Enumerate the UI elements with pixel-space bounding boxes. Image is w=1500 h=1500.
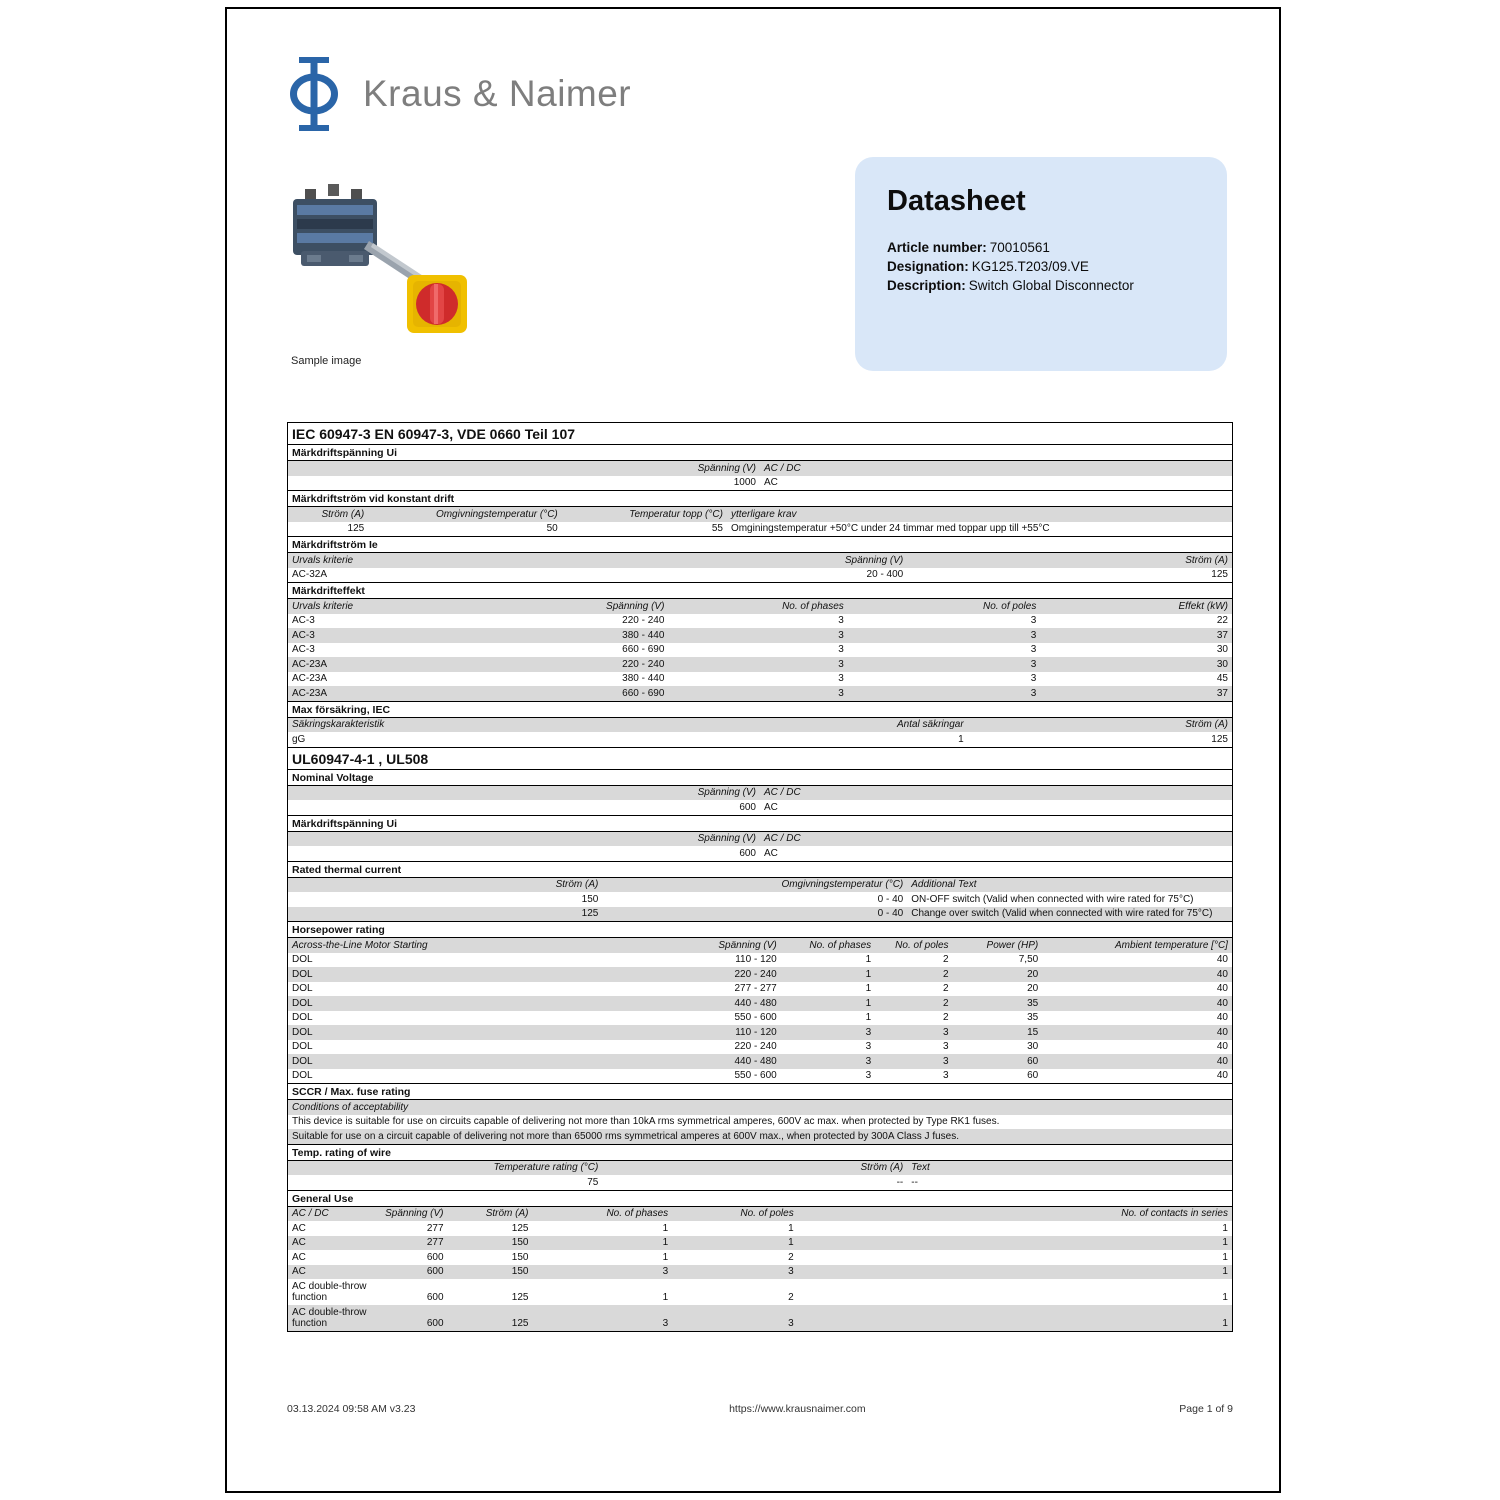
cell: Suitable for use on a circuit capable of delivering not more than 65000 rms symmetrical amperes at 600V max., when protected by 300A Class J fuses. xyxy=(292,1130,960,1142)
cell: 3 xyxy=(942,1026,949,1038)
cell: AC / DC xyxy=(764,462,801,474)
cell: Ambient temperature [°C] xyxy=(1115,939,1228,951)
cell: This device is suitable for use on circuits capable of delivering not more than 10kA rms symmetrical amperes, 600V ac max. when protected by Type RK1 fuses. xyxy=(292,1116,1000,1127)
cell: 1 xyxy=(865,954,872,965)
cell: AC-23A xyxy=(292,658,328,670)
cell: AC xyxy=(764,477,778,488)
logo-text: Kraus & Naimer xyxy=(363,73,632,114)
cell: 440 - 480 xyxy=(734,997,777,1009)
cell: 125 xyxy=(1211,733,1228,745)
section-title: General Use xyxy=(288,1190,1232,1207)
cell: 3 xyxy=(788,1318,794,1329)
field-label: Article number: xyxy=(887,240,987,255)
cell: 600 xyxy=(739,847,756,859)
cell: 3 xyxy=(1030,615,1037,626)
footer-page-number: Page 1 of 9 xyxy=(1179,1403,1233,1415)
cell: Ström (A) xyxy=(1185,554,1228,566)
cell: 277 - 277 xyxy=(734,983,777,994)
column-header-row xyxy=(288,786,1232,801)
data-row xyxy=(288,614,1232,629)
cell: 3 xyxy=(865,1055,872,1067)
cell: Omgivningstemperatur (°C) xyxy=(781,879,904,890)
logo-phi-icon xyxy=(287,55,341,133)
cell: Spänning (V) xyxy=(697,462,756,474)
cell: 1 xyxy=(662,1292,669,1303)
data-row xyxy=(288,1279,1232,1305)
section-title: Temp. rating of wire xyxy=(288,1144,1232,1161)
data-row xyxy=(288,1115,1232,1130)
data-row xyxy=(288,628,1232,643)
cell: 30 xyxy=(1027,1041,1039,1052)
cell: DOL xyxy=(292,983,313,994)
section-title: Märkdriftspänning Ui xyxy=(288,815,1232,832)
column-header-row xyxy=(288,599,1232,614)
cell: AC / DC xyxy=(764,787,801,798)
data-row xyxy=(288,1069,1232,1084)
cell: 35 xyxy=(1027,997,1039,1009)
cell: DOL xyxy=(292,997,313,1009)
cell: 3 xyxy=(865,1041,872,1052)
cell: DOL xyxy=(292,1026,313,1038)
cell: Omgivningstemperatur (°C) xyxy=(435,508,558,520)
cell: 40 xyxy=(1216,997,1228,1009)
data-row xyxy=(288,657,1232,672)
section-title: Rated thermal current xyxy=(288,861,1232,878)
data-row xyxy=(288,892,1232,907)
data-row xyxy=(288,982,1232,997)
cell: 40 xyxy=(1216,968,1228,980)
cell: 125 xyxy=(347,523,365,534)
cell: 40 xyxy=(1216,954,1228,965)
cell: Across-the-Line Motor Starting xyxy=(292,939,428,951)
cell: Spänning (V) xyxy=(606,600,665,612)
cell: 125 xyxy=(511,1292,529,1303)
cell: 2 xyxy=(942,983,949,994)
cell: 600 xyxy=(426,1292,444,1303)
cell: 277 xyxy=(426,1222,444,1234)
section-title: Märkdriftström Ie xyxy=(288,536,1232,553)
cell: 3 xyxy=(838,644,844,655)
cell: 2 xyxy=(788,1251,794,1263)
cell: Spänning (V) xyxy=(844,554,904,566)
cell: 220 - 240 xyxy=(734,968,777,980)
column-header-row xyxy=(288,878,1232,893)
cell: 2 xyxy=(942,954,949,965)
section-title: Nominal Voltage xyxy=(288,770,1232,786)
cell: 22 xyxy=(1216,615,1228,626)
cell: 20 xyxy=(1027,968,1039,980)
cell: No. of poles xyxy=(895,939,949,951)
data-row xyxy=(288,732,1232,747)
cell: 1000 xyxy=(733,477,756,488)
column-header-row xyxy=(288,938,1232,953)
cell: DOL xyxy=(292,1041,313,1052)
cell: 3 xyxy=(838,658,844,670)
cell: AC double-throw function xyxy=(292,1306,367,1329)
cell: 1 xyxy=(662,1251,669,1263)
cell: 600 xyxy=(426,1266,444,1277)
cell: 150 xyxy=(511,1237,529,1248)
cell: AC xyxy=(292,1266,306,1277)
cell: 35 xyxy=(1027,1012,1039,1023)
cell: 660 - 690 xyxy=(622,644,665,655)
cell: 3 xyxy=(838,673,844,684)
cell: Spänning (V) xyxy=(718,939,777,951)
data-row xyxy=(288,907,1232,922)
cell: 40 xyxy=(1216,1070,1228,1081)
cell: AC / DC xyxy=(764,833,801,844)
datasheet-page xyxy=(225,7,1281,1493)
cell: DOL xyxy=(292,954,313,965)
data-row xyxy=(288,1054,1232,1069)
cell: 3 xyxy=(1030,673,1037,684)
column-header-row xyxy=(288,1161,1232,1176)
cell: 1 xyxy=(662,1222,669,1234)
cell: 150 xyxy=(581,893,599,905)
data-row xyxy=(288,522,1232,537)
field-value: KG125.T203/09.VE xyxy=(971,259,1089,274)
cell: 3 xyxy=(838,615,844,626)
cell: 40 xyxy=(1216,1041,1228,1052)
cell: Spänning (V) xyxy=(385,1208,444,1219)
column-header-row xyxy=(288,832,1232,847)
cell: 220 - 240 xyxy=(622,615,665,626)
cell: Antal säkringar xyxy=(896,719,964,730)
cell: Conditions of acceptability xyxy=(292,1101,409,1113)
cell: 55 xyxy=(711,523,723,534)
cell: Omginingstemperatur +50°C under 24 timmar med toppar upp till +55°C xyxy=(730,523,1050,534)
column-header-row xyxy=(288,1207,1232,1222)
cell: 440 - 480 xyxy=(734,1055,777,1067)
data-row xyxy=(288,643,1232,658)
sample-image-caption: Sample image xyxy=(291,355,362,367)
standard-title: IEC 60947-3 EN 60947-3, VDE 0660 Teil 107 xyxy=(288,423,1232,445)
cell: DOL xyxy=(292,1070,313,1081)
cell: AC-23A xyxy=(292,687,328,699)
footer-url-link[interactable]: https://www.krausnaimer.com xyxy=(729,1403,866,1415)
cell: AC-32A xyxy=(292,569,328,580)
cell: Ström (A) xyxy=(1185,719,1228,730)
data-row xyxy=(288,1236,1232,1251)
cell: DOL xyxy=(292,1055,313,1067)
product-image xyxy=(287,181,473,343)
field-value: Switch Global Disconnector xyxy=(968,278,1134,293)
cell: Text xyxy=(911,1162,930,1173)
column-header-row xyxy=(288,461,1232,476)
column-header-row xyxy=(288,1100,1232,1115)
cell: 30 xyxy=(1216,644,1228,655)
cell: AC-3 xyxy=(292,644,315,655)
cell: 3 xyxy=(662,1318,669,1329)
column-header-row xyxy=(288,718,1232,733)
cell: 40 xyxy=(1216,1012,1228,1023)
data-row xyxy=(288,1175,1232,1190)
cell: 125 xyxy=(581,908,599,919)
spec-table xyxy=(287,422,1233,1332)
cell: 1 xyxy=(788,1237,794,1248)
cell: 1 xyxy=(958,733,964,745)
cell: AC / DC xyxy=(292,1208,329,1219)
data-row xyxy=(288,953,1232,968)
cell: 1 xyxy=(1222,1266,1228,1277)
cell: Additional Text xyxy=(911,879,977,890)
cell: 15 xyxy=(1027,1026,1039,1038)
cell: 3 xyxy=(1030,629,1037,641)
cell: 60 xyxy=(1027,1070,1039,1081)
cell: 20 - 400 xyxy=(866,569,904,580)
cell: 125 xyxy=(511,1222,529,1234)
cell: No. of phases xyxy=(809,939,872,951)
data-row xyxy=(288,1040,1232,1055)
cell: 60 xyxy=(1027,1055,1039,1067)
cell: 277 xyxy=(426,1237,444,1248)
cell: 1 xyxy=(865,997,872,1009)
cell: 1 xyxy=(1222,1222,1228,1234)
data-row xyxy=(288,686,1232,701)
data-row xyxy=(288,1025,1232,1040)
cell: 45 xyxy=(1216,673,1228,684)
data-row xyxy=(288,476,1232,491)
cell: 3 xyxy=(788,1266,794,1277)
cell: AC xyxy=(292,1251,306,1263)
column-header-row xyxy=(288,553,1232,568)
cell: 1 xyxy=(865,968,872,980)
cell: 600 xyxy=(426,1318,444,1329)
cell: 3 xyxy=(662,1266,669,1277)
cell: 550 - 600 xyxy=(734,1012,777,1023)
cell: AC double-throw function xyxy=(292,1280,367,1303)
cell: AC xyxy=(764,847,778,859)
cell: 1 xyxy=(1222,1292,1228,1303)
cell: 660 - 690 xyxy=(622,687,665,699)
cell: 3 xyxy=(1030,687,1037,699)
page-footer xyxy=(287,1403,1233,1415)
cell: 50 xyxy=(546,523,558,534)
description-field xyxy=(887,276,1195,295)
field-label: Description: xyxy=(887,278,966,293)
cell: 125 xyxy=(1211,569,1228,580)
data-row xyxy=(288,1250,1232,1265)
cell: 3 xyxy=(1030,644,1037,655)
cell: Ström (A) xyxy=(555,879,599,890)
section-title: Märkdriftspänning Ui xyxy=(288,445,1232,461)
cell: ON-OFF switch (Valid when connected with wire rated for 75°C) xyxy=(911,893,1194,905)
brand-logo xyxy=(287,55,631,133)
data-row xyxy=(288,996,1232,1011)
footer-date-version: 03.13.2024 09:58 AM v3.23 xyxy=(287,1403,416,1415)
cell: Säkringskarakteristik xyxy=(292,719,385,730)
cell: 2 xyxy=(942,997,949,1009)
cell: 220 - 240 xyxy=(734,1041,777,1052)
section-title: Märkdrifteffekt xyxy=(288,582,1232,599)
cell: Temperatur topp (°C) xyxy=(629,508,723,520)
cell: 1 xyxy=(662,1237,669,1248)
cell: 1 xyxy=(865,983,872,994)
data-row xyxy=(288,846,1232,861)
data-row xyxy=(288,967,1232,982)
cell: 150 xyxy=(511,1251,529,1263)
cell: 3 xyxy=(942,1041,949,1052)
cell: AC-23A xyxy=(292,673,328,684)
cell: 37 xyxy=(1216,629,1228,641)
cell: Ström (A) xyxy=(860,1162,904,1173)
cell: 3 xyxy=(838,687,844,699)
cell: 110 - 120 xyxy=(735,954,777,965)
cell: 40 xyxy=(1216,1055,1228,1067)
cell: Urvals kriterie xyxy=(292,600,354,612)
datasheet-title: Datasheet xyxy=(887,185,1026,217)
cell: 3 xyxy=(1030,658,1037,670)
cell: 0 - 40 xyxy=(877,893,904,905)
cell: Ström (A) xyxy=(485,1208,529,1219)
cell: No. of poles xyxy=(982,600,1037,612)
cell: 37 xyxy=(1216,687,1228,699)
field-value: 70010561 xyxy=(989,240,1050,255)
cell: Power (HP) xyxy=(986,939,1039,951)
data-row xyxy=(288,568,1232,583)
cell: 0 - 40 xyxy=(877,908,904,919)
cell: DOL xyxy=(292,968,313,980)
cell: No. of poles xyxy=(740,1208,794,1219)
cell: Temperature rating (°C) xyxy=(493,1162,599,1173)
cell: 3 xyxy=(838,629,844,641)
cell: 20 xyxy=(1027,983,1039,994)
cell: Change over switch (Valid when connected with wire rated for 75°C) xyxy=(911,908,1213,919)
data-row xyxy=(288,800,1232,815)
data-row xyxy=(288,1305,1232,1331)
cell: AC xyxy=(292,1222,306,1234)
cell: 2 xyxy=(942,1012,949,1023)
cell: AC-3 xyxy=(292,629,315,641)
cell: 40 xyxy=(1216,983,1228,994)
cell: 3 xyxy=(942,1070,949,1081)
section-title: Horsepower rating xyxy=(288,921,1232,938)
cell: 1 xyxy=(1222,1251,1228,1263)
data-row xyxy=(288,1265,1232,1280)
cell: Urvals kriterie xyxy=(292,554,354,566)
column-header-row xyxy=(288,507,1232,522)
cell: AC-3 xyxy=(292,615,315,626)
cell: 600 xyxy=(426,1251,444,1263)
cell: 600 xyxy=(739,801,756,813)
cell: Spänning (V) xyxy=(697,833,756,844)
cell: 30 xyxy=(1216,658,1228,670)
data-row xyxy=(288,1221,1232,1236)
cell: -- xyxy=(896,1176,904,1188)
datasheet-card xyxy=(855,157,1227,371)
cell: gG xyxy=(292,733,306,745)
cell: 380 - 440 xyxy=(622,629,665,641)
data-row xyxy=(288,1011,1232,1026)
cell: 110 - 120 xyxy=(735,1026,777,1038)
cell: 150 xyxy=(511,1266,529,1277)
cell: 1 xyxy=(1222,1318,1228,1329)
cell: 3 xyxy=(865,1026,872,1038)
cell: 220 - 240 xyxy=(622,658,665,670)
field-label: Designation: xyxy=(887,259,969,274)
cell: 3 xyxy=(865,1070,872,1081)
cell: 40 xyxy=(1216,1026,1228,1038)
standard-title: UL60947-4-1 , UL508 xyxy=(288,747,1232,770)
cell: 3 xyxy=(942,1055,949,1067)
cell: No. of phases xyxy=(782,600,844,612)
data-row xyxy=(288,672,1232,687)
cell: 7,50 xyxy=(1018,954,1039,965)
cell: DOL xyxy=(292,1012,313,1023)
cell: 380 - 440 xyxy=(622,673,665,684)
section-title: Max försäkring, IEC xyxy=(288,701,1232,718)
cell: 550 - 600 xyxy=(734,1070,777,1081)
cell: -- xyxy=(911,1176,918,1188)
cell: 125 xyxy=(511,1318,529,1329)
cell: 1 xyxy=(1222,1237,1228,1248)
section-title: SCCR / Max. fuse rating xyxy=(288,1083,1232,1100)
cell: 2 xyxy=(942,968,949,980)
section-title: Märkdriftström vid konstant drift xyxy=(288,490,1232,507)
cell: 2 xyxy=(788,1292,794,1303)
cell: Spänning (V) xyxy=(697,787,756,798)
data-row xyxy=(288,1129,1232,1144)
cell: AC xyxy=(764,801,778,813)
cell: Effekt (kW) xyxy=(1178,600,1228,612)
cell: 75 xyxy=(587,1176,599,1188)
cell: Ström (A) xyxy=(321,508,365,520)
cell: No. of phases xyxy=(606,1208,669,1219)
cell: No. of contacts in series xyxy=(1121,1208,1228,1219)
article-number-field xyxy=(887,238,1195,257)
cell: 1 xyxy=(865,1012,872,1023)
cell: AC xyxy=(292,1237,306,1248)
cell: ytterligare krav xyxy=(730,508,797,520)
designation-field xyxy=(887,257,1195,276)
cell: 1 xyxy=(788,1222,794,1234)
